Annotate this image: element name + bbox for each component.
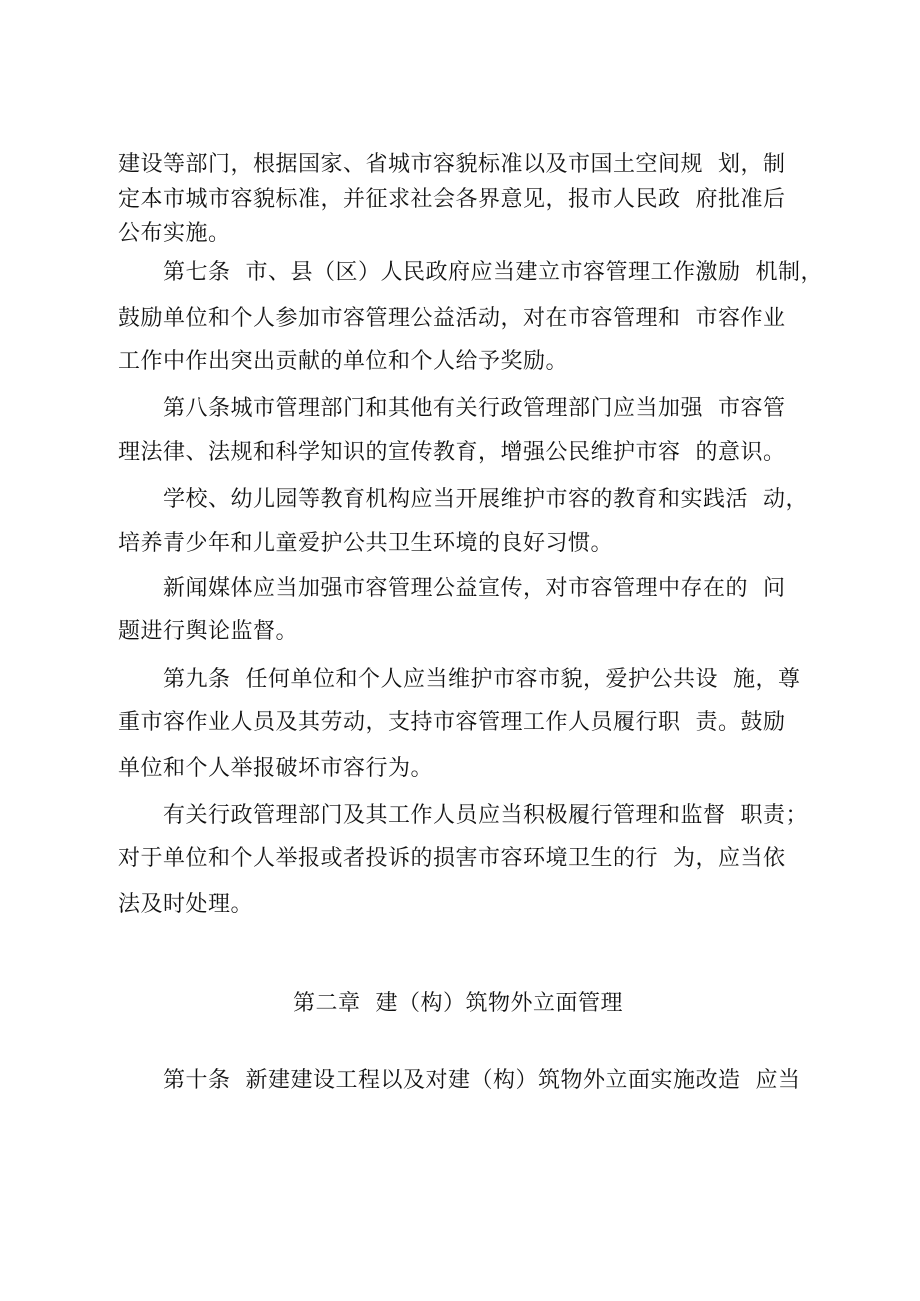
text-line: 公布实施。 [118, 221, 231, 246]
text-line: 培养青少年和儿童爱护公共卫生环境的良好习惯。 [118, 531, 614, 556]
article-7-line: 第七条 市、县（区）人民政府应当建立市容管理工作激励 机制， [163, 260, 823, 285]
text-line: 定本市城市容貌标准，并征求社会各界意见，报市人民政 府批准后 [118, 187, 786, 212]
text-line: 重市容作业人员及其劳动，支持市容管理工作人员履行职 责。鼓励 [118, 710, 786, 735]
text-line: 题进行舆论监督。 [118, 619, 299, 644]
text-line: 工作中作出突出贡献的单位和个人给予奖励。 [118, 349, 569, 374]
text-line: 对于单位和个人举报或者投诉的损害市容环境卫生的行 为，应当依 [118, 846, 786, 871]
chapter-heading: 第二章 建（构）筑物外立面管理 [293, 991, 623, 1016]
text-line: 新闻媒体应当加强市容管理公益宣传，对市容管理中存在的 问 [163, 576, 786, 601]
text-line: 建设等部门，根据国家、省城市容貌标准以及市国土空间规 划，制 [118, 152, 786, 177]
text-line: 学校、幼儿园等教育机构应当开展维护市容的教育和实践活 动， [163, 487, 808, 512]
text-line: 理法律、法规和科学知识的宣传教育，增强公民维护市容 的意识。 [118, 440, 786, 465]
text-line: 鼓励单位和个人参加市容管理公益活动，对在市容管理和 市容作业 [118, 306, 786, 331]
article-10-line: 第十条 新建建设工程以及对建（构）筑物外立面实施改造 应当 [163, 1068, 801, 1093]
text-line: 有关行政管理部门及其工作人员应当积极履行管理和监督 职责； [163, 803, 808, 828]
article-8-line: 第八条城市管理部门和其他有关行政管理部门应当加强 市容管 [163, 396, 786, 421]
text-line: 法及时处理。 [118, 892, 254, 917]
text-line: 单位和个人举报破坏市容行为。 [118, 756, 434, 781]
article-9-line: 第九条 任何单位和个人应当维护市容市貌，爱护公共设 施，尊 [163, 667, 801, 692]
